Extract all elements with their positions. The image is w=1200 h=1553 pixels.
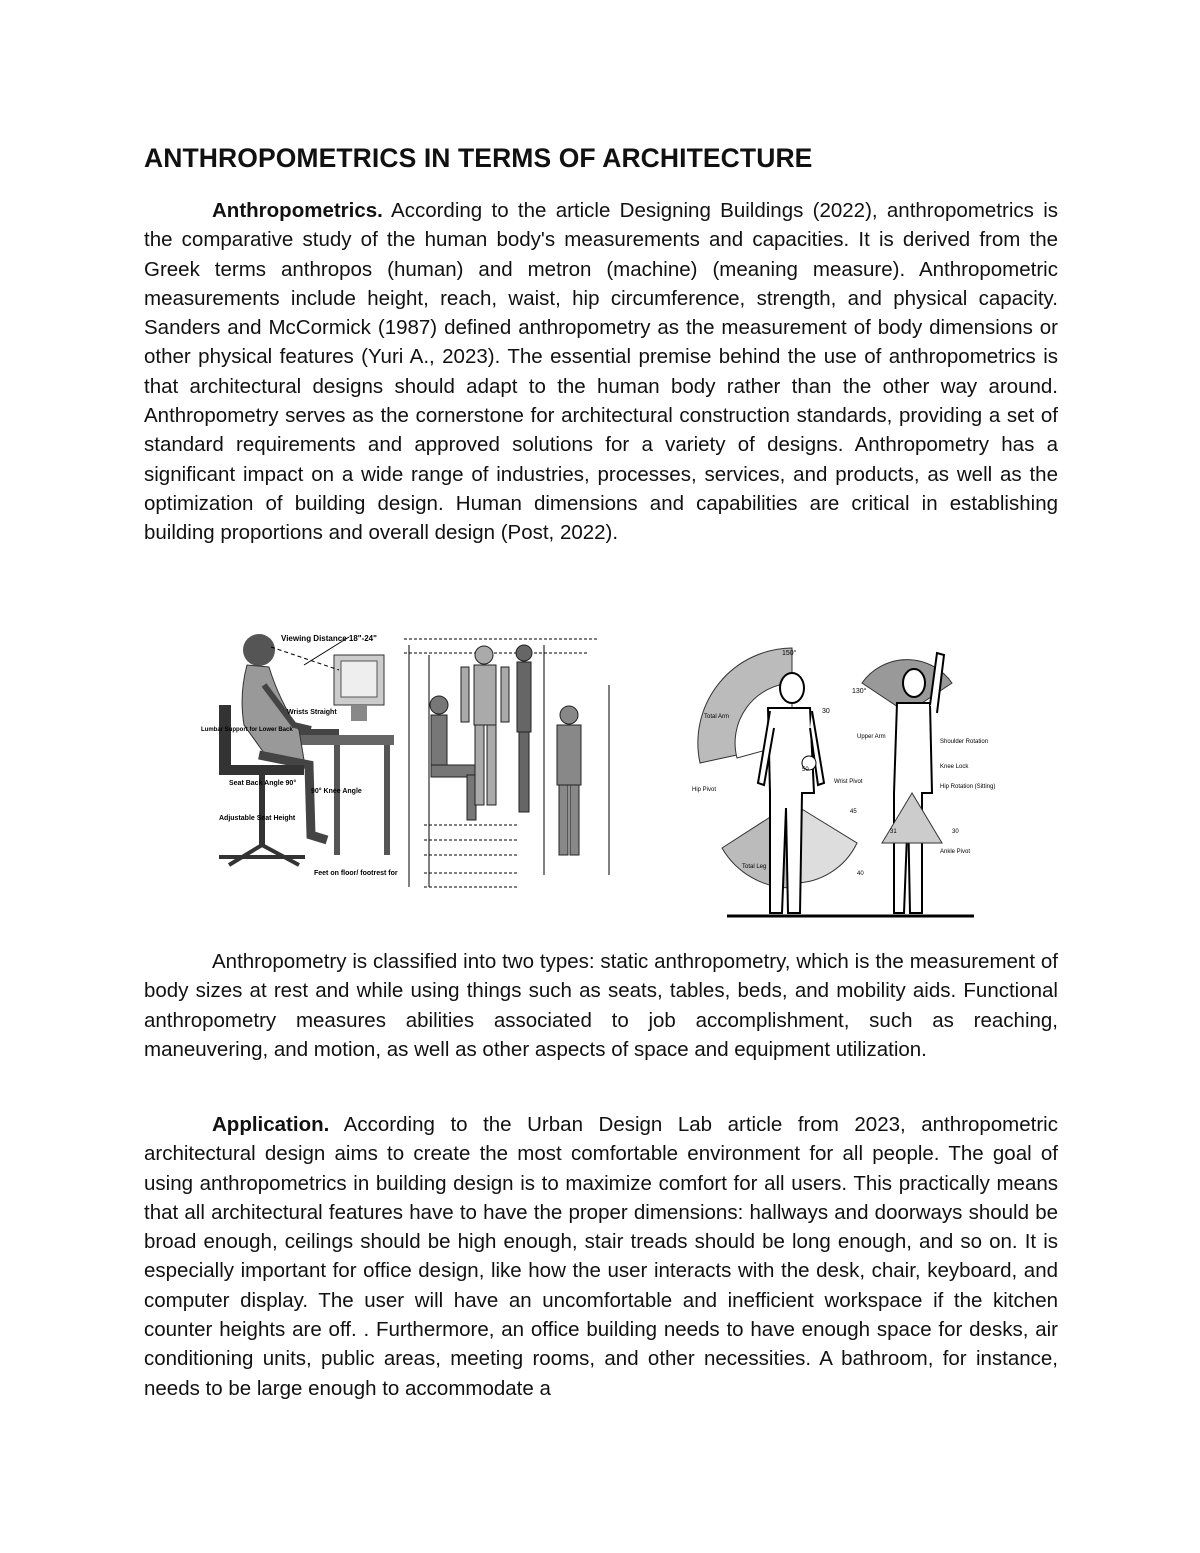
paragraph-lead-anthropometrics: Anthropometrics. <box>212 199 383 222</box>
label-lumbar: Lumbar Support for Lower Back <box>201 727 293 733</box>
label-130: 130° <box>852 688 867 695</box>
label-40: 40 <box>857 871 864 877</box>
person-head <box>243 634 275 666</box>
label-feet: Feet on floor/ footrest for <box>314 870 398 877</box>
label-seat-angle: Seat Back Angle 90° <box>229 780 297 787</box>
label-adjustable: Adjustable Seat Height <box>219 815 296 822</box>
chair-back <box>219 705 231 775</box>
label-total-leg: Total Leg <box>742 864 767 870</box>
label-ankle: Ankle Pivot <box>940 849 971 855</box>
reach-arcs-figure <box>682 643 996 926</box>
label-150: 150° <box>782 650 797 657</box>
page-title: ANTHROPOMETRICS IN TERMS OF ARCHITECTURE <box>144 143 813 173</box>
paragraph-body-anthropometrics: According to the article Designing Buildings (2022), anthropometrics is the comparative study of the human body's measurements and capacities. It is derived from the Greek terms anthropos (human) and metron (machine) (meaning measure). Anthropometric measurements include height, reach, waist, hip circumference, strength, and physical capacity. Sanders and McCormick (1987) defined anthropometry as the measurement of body dimensions or other physical features (Yuri A., 2023). The essential premise behind the use of anthropometrics is that architectural designs should adapt to the human body rather than the other way around. Anthropometry serves as the cornerstone for architectural construction standards, providing a set of standard requirements and approved solutions for a variety of designs. Anthropometry has a significant impact on a wide range of industries, processes, services, and products, as well as the optimization of building design. Human dimensions and capabilities are critical in establishing building proportions and overall design (Post, 2022). <box>144 199 1058 545</box>
label-viewing: Viewing Distance 18"-24" <box>281 634 377 643</box>
label-45: 45 <box>850 809 857 815</box>
ergonomics-illustration <box>199 625 627 893</box>
paragraph-anthropometrics <box>144 196 1058 548</box>
label-knee: 90° Knee Angle <box>311 788 362 795</box>
label-shoulder: Shoulder Rotation <box>940 739 989 745</box>
label-knee-lock: Knee Lock <box>940 764 969 770</box>
label-31: 31 <box>890 829 897 835</box>
label-hip-pivot: Hip Pivot <box>692 787 717 793</box>
label-wrist: Wrist Pivot <box>834 779 863 785</box>
paragraph-application <box>144 1110 1058 1403</box>
label-30b: 30 <box>952 829 959 835</box>
ergonomics-figure <box>199 625 627 893</box>
label-hip-rotation: Hip Rotation (Sitting) <box>940 784 996 790</box>
label-30a: 30 <box>822 708 830 715</box>
label-total-arm: Total Arm <box>704 714 730 720</box>
standing-figure-side <box>516 645 532 812</box>
label-50: 50 <box>802 767 809 773</box>
label-wrists: Wrists Straight <box>287 709 337 716</box>
paragraph-body-application: According to the Urban Design Lab article from 2023, anthropometric architectural design aims to create the most comfortable environment for all people. The goal of using anthropometrics in building design is to maximize comfort for all users. This practically means that all architectural features have to have the proper dimensions: hallways and doorways should be broad enough, ceilings should be high enough, stair treads should be long enough, and so on. It is especially important for office design, like how the user interacts with the desk, chair, keyboard, and computer display. The user will have an uncomfortable and inefficient workspace if the kitchen counter heights are off. . Furthermore, an office building needs to have enough space for desks, air conditioning units, public areas, meeting rooms, and other necessities. A bathroom, for instance, needs to be large enough to accommodate a <box>144 1113 1058 1400</box>
standing-figure-back <box>557 706 581 855</box>
reach-arcs-illustration <box>682 643 996 926</box>
paragraph-body-types: Anthropometry is classified into two types: static anthropometry, which is the measurement of body sizes at rest and while using things such as seats, tables, beds, and mobility aids. Functional anthropometry measures abilities associated to job accomplishment, such as reaching, maneuvering, and motion, as well as other aspects of space and equipment utilization. <box>144 950 1058 1061</box>
paragraph-types <box>144 947 1058 1064</box>
label-upper-arm: Upper Arm <box>857 734 886 740</box>
paragraph-lead-application: Application. <box>212 1113 330 1136</box>
